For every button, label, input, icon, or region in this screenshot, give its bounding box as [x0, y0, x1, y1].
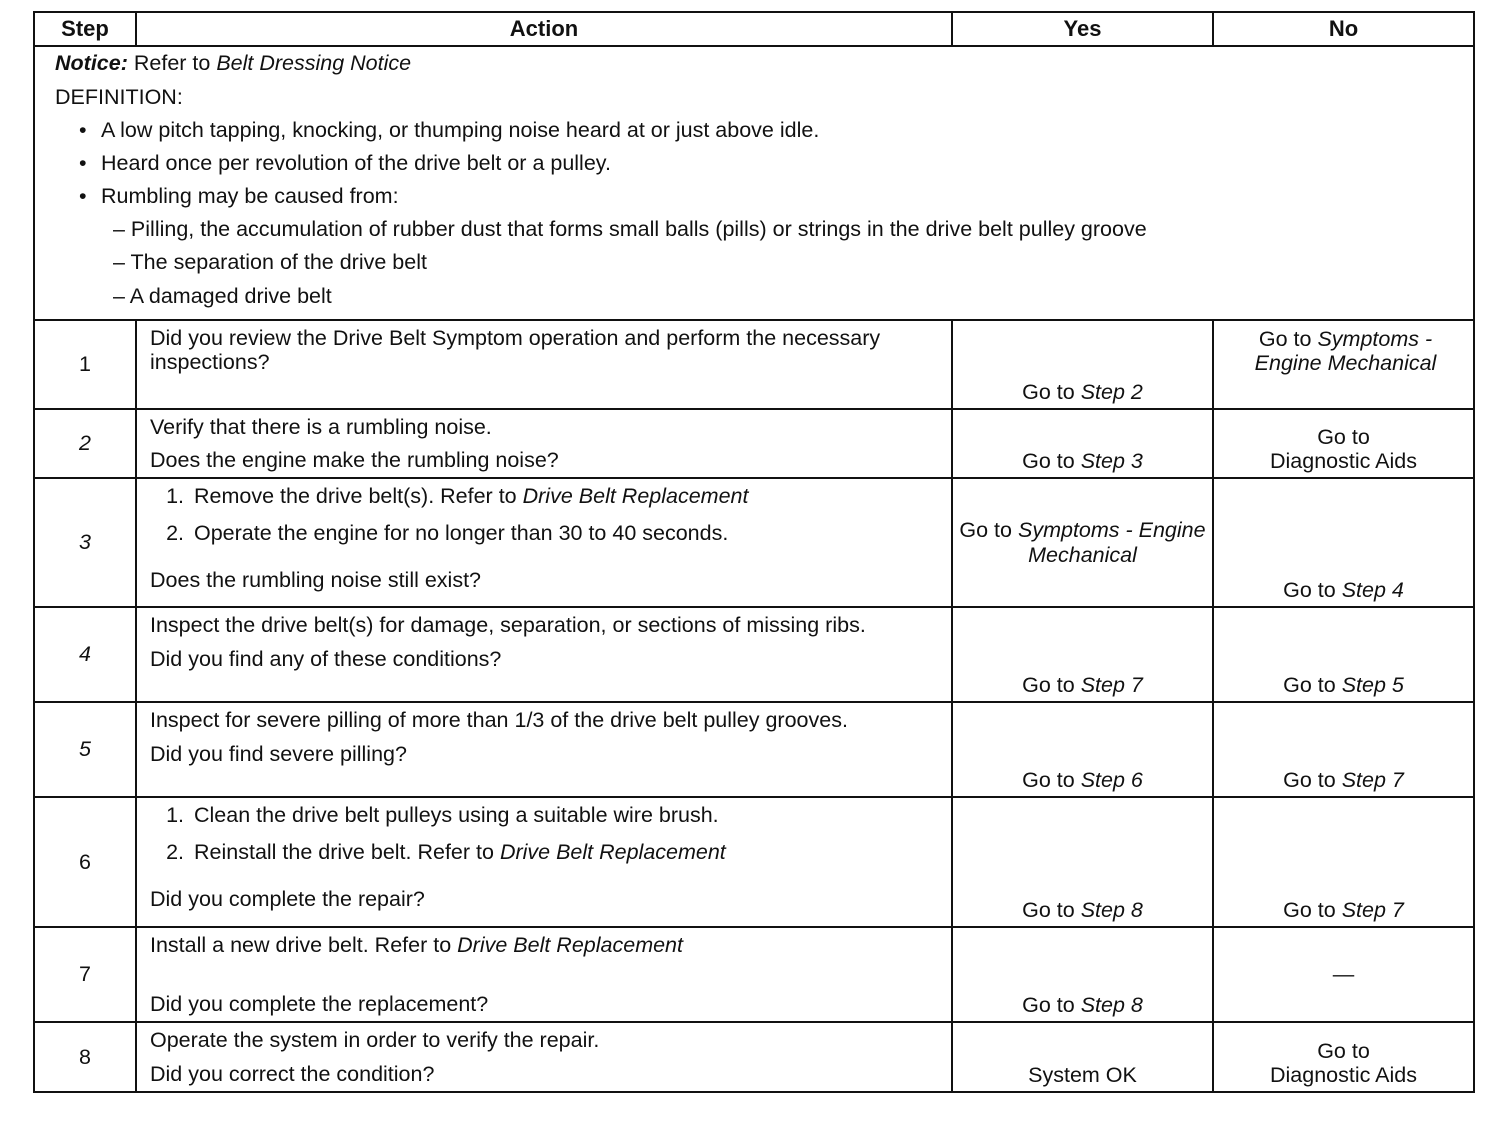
- step-yes: System OK: [952, 1022, 1213, 1092]
- definition-item-text: Rumbling may be caused from:: [101, 183, 399, 208]
- no-line: Diagnostic Aids: [1270, 1063, 1417, 1088]
- header-row: [34, 12, 1474, 46]
- notice-row: [34, 46, 1474, 320]
- notice-line: [55, 51, 1473, 76]
- step-number: 2: [34, 409, 136, 478]
- no-prefix: Go to: [1283, 673, 1336, 698]
- notice-ref: Belt Dressing Notice: [216, 51, 412, 75]
- yes-ref: Step 3: [1080, 449, 1143, 474]
- no-ref: Step 5: [1341, 673, 1404, 698]
- step-yes: [952, 927, 1213, 1022]
- action-list: [150, 803, 943, 864]
- yes-prefix: Go to: [1022, 768, 1075, 793]
- definition-label: DEFINITION:: [55, 84, 183, 109]
- step-action: [136, 478, 952, 607]
- action-list-item: [190, 803, 943, 828]
- item-ref: Drive Belt Replacement: [522, 484, 749, 509]
- notice-label: Notice:: [55, 51, 128, 75]
- action-question: Did you complete the repair?: [150, 886, 425, 911]
- step-yes: [952, 797, 1213, 927]
- step-yes: [952, 320, 1213, 409]
- item-text: Operate the engine for no longer than 30 to 40 seconds.: [194, 520, 729, 545]
- item-ref: Drive Belt Replacement: [499, 839, 726, 864]
- step-number: 8: [34, 1022, 136, 1092]
- no-ref: Step 4: [1341, 578, 1404, 603]
- action-question: Did you find severe pilling?: [150, 741, 407, 766]
- yes-ref: Step 6: [1080, 768, 1143, 793]
- yes-prefix: Go to: [1022, 993, 1075, 1018]
- action-line: [150, 933, 943, 958]
- cause-item: – The separation of the drive belt: [113, 250, 427, 275]
- no-line: Diagnostic Aids: [1270, 449, 1417, 474]
- step-action: [136, 409, 952, 478]
- step-no: [1213, 797, 1474, 927]
- yes-ref: Step 8: [1080, 993, 1143, 1018]
- step-number: 4: [34, 607, 136, 702]
- no-line: Go to: [1317, 424, 1370, 449]
- yes-ref: Symptoms - Engine Mechanical: [1017, 517, 1206, 567]
- step-number: 3: [34, 478, 136, 607]
- yes-ref: Step 2: [1080, 380, 1143, 405]
- step-yes: [952, 478, 1213, 607]
- step-no: [1213, 607, 1474, 702]
- cause-item: – Pilling, the accumulation of rubber dust that forms small balls (pills) or strings in the drive belt pulley groove: [113, 216, 1147, 241]
- step-row-1: [34, 320, 1474, 409]
- action-list-item: [190, 521, 943, 546]
- step-row-4: [34, 607, 1474, 702]
- action-question: Did you complete the replacement?: [150, 991, 489, 1016]
- step-row-7: [34, 927, 1474, 1022]
- action-line: Operate the system in order to verify the repair.: [150, 1028, 600, 1053]
- step-yes: [952, 607, 1213, 702]
- no-ref: Symptoms - Engine Mechanical: [1254, 326, 1437, 376]
- yes-prefix: Go to: [1022, 898, 1075, 923]
- step-action: [136, 320, 952, 409]
- step-no: [1213, 409, 1474, 478]
- action-line: Verify that there is a rumbling noise.: [150, 414, 492, 439]
- step-row-6: [34, 797, 1474, 927]
- step-no: [1213, 1022, 1474, 1092]
- step-row-2: [34, 409, 1474, 478]
- no-line: Go to: [1317, 1038, 1370, 1063]
- definition-item: [79, 184, 1473, 309]
- item-text: Reinstall the drive belt. Refer to: [194, 839, 494, 864]
- step-no: [1213, 478, 1474, 607]
- header-yes: Yes: [952, 12, 1213, 46]
- step-action: [136, 1022, 952, 1092]
- step-number: 7: [34, 927, 136, 1022]
- step-no: [1213, 320, 1474, 409]
- step-yes: [952, 409, 1213, 478]
- step-action: [136, 702, 952, 797]
- action-list-item: [190, 484, 943, 509]
- step-no: [1213, 702, 1474, 797]
- action-question: Did you find any of these conditions?: [150, 646, 502, 671]
- yes-ref: Step 8: [1080, 898, 1143, 923]
- step-no: —: [1213, 927, 1474, 1022]
- action-question: Does the engine make the rumbling noise?: [150, 448, 559, 473]
- step-number: 1: [34, 320, 136, 409]
- definition-list: [55, 118, 1473, 308]
- no-prefix: Go to: [1283, 578, 1336, 603]
- diagnostic-table: [33, 11, 1475, 1093]
- step-row-5: [34, 702, 1474, 797]
- no-prefix: Go to: [1258, 326, 1312, 351]
- no-prefix: Go to: [1283, 898, 1336, 923]
- action-text: Did you review the Drive Belt Symptom operation and perform the necessary inspections?: [150, 325, 881, 375]
- action-text: Install a new drive belt. Refer to: [150, 933, 452, 958]
- item-text: Remove the drive belt(s). Refer to: [194, 484, 517, 509]
- no-ref: Step 7: [1341, 768, 1404, 793]
- action-list-item: [190, 840, 943, 865]
- step-action: [136, 927, 952, 1022]
- cause-list: [113, 217, 1473, 309]
- step-action: [136, 607, 952, 702]
- no-ref: Step 7: [1341, 898, 1404, 923]
- action-question: Does the rumbling noise still exist?: [150, 567, 482, 592]
- notice-cell: [34, 46, 1474, 320]
- action-text: Inspect for severe pilling of more than 1/3 of the drive belt pulley grooves.: [150, 708, 848, 733]
- step-number: 5: [34, 702, 136, 797]
- header-action: Action: [136, 12, 952, 46]
- cause-item: – A damaged drive belt: [113, 284, 332, 309]
- yes-prefix: Go to: [1022, 449, 1075, 474]
- no-prefix: Go to: [1283, 768, 1336, 793]
- step-yes: [952, 702, 1213, 797]
- step-row-8: [34, 1022, 1474, 1092]
- yes-prefix: Go to: [959, 517, 1012, 542]
- header-step: Step: [34, 12, 136, 46]
- action-text: Inspect the drive belt(s) for damage, separation, or sections of missing ribs.: [150, 613, 866, 638]
- action-ref: Drive Belt Replacement: [457, 933, 683, 958]
- action-list: [150, 484, 943, 545]
- step-row-3: [34, 478, 1474, 607]
- yes-ref: Step 7: [1080, 673, 1143, 698]
- notice-text: Refer to: [133, 51, 211, 75]
- header-no: No: [1213, 12, 1474, 46]
- action-question: Did you correct the condition?: [150, 1061, 435, 1086]
- item-text: Clean the drive belt pulleys using a suitable wire brush.: [194, 803, 719, 828]
- step-action: [136, 797, 952, 927]
- definition-item: • Heard once per revolution of the drive belt or a pulley.: [79, 151, 1473, 176]
- definition-item: • A low pitch tapping, knocking, or thumping noise heard at or just above idle.: [79, 118, 1473, 143]
- step-number: 6: [34, 797, 136, 927]
- yes-prefix: Go to: [1022, 380, 1075, 405]
- yes-prefix: Go to: [1022, 673, 1075, 698]
